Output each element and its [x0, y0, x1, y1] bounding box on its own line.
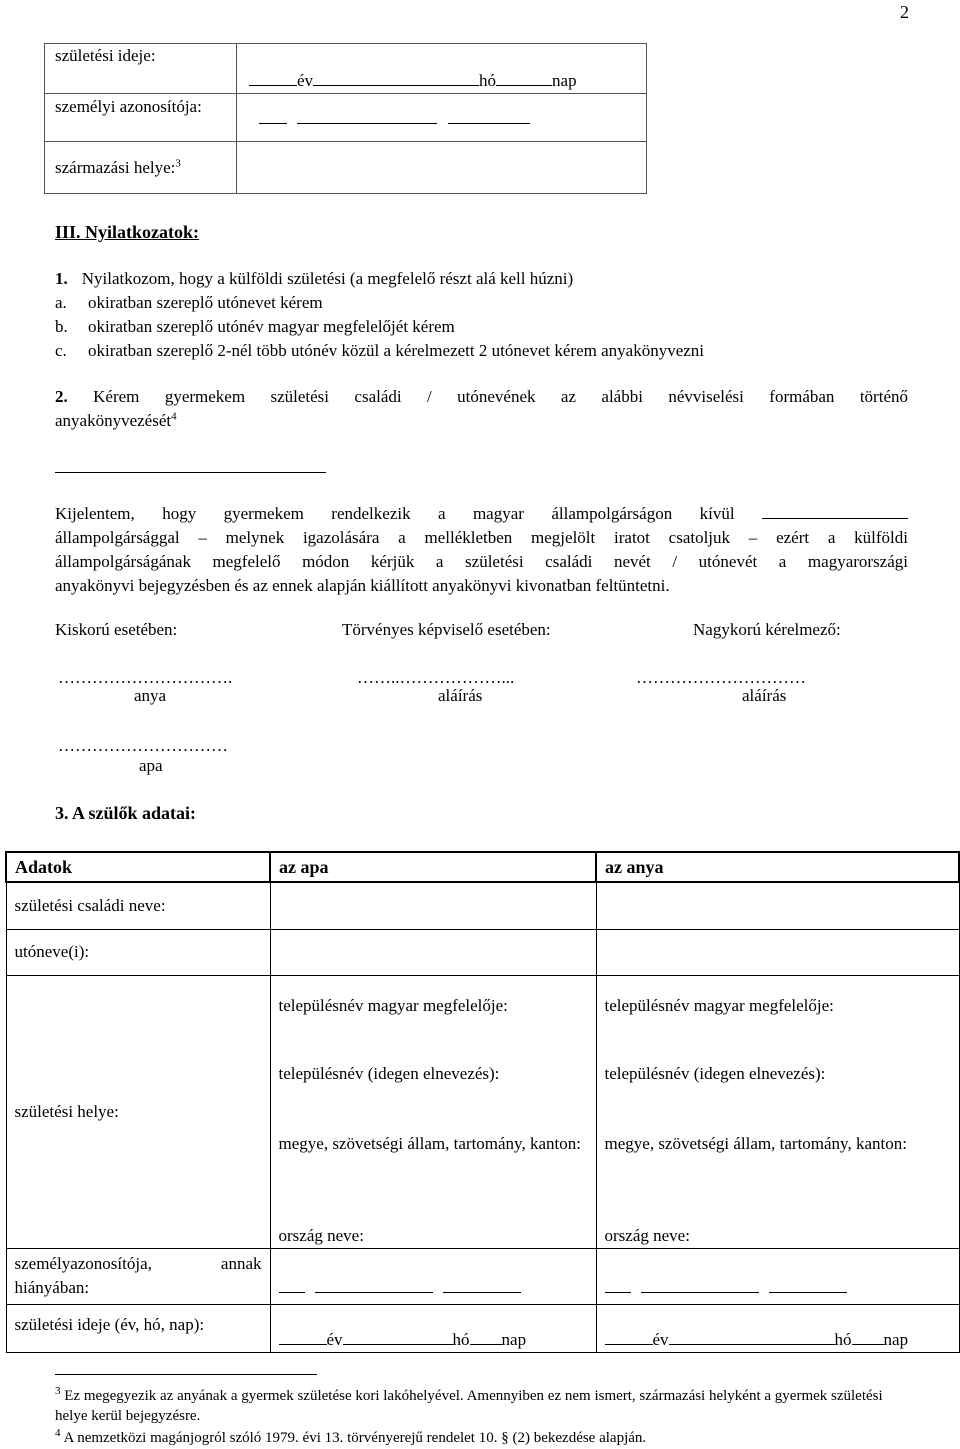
- section-title-declarations: III. Nyilatkozatok:: [55, 222, 200, 242]
- signature-label-2: aláírás: [742, 686, 787, 705]
- mother-signature-line[interactable]: ………………………….: [58, 668, 233, 687]
- mother-country-label: ország neve:: [604, 1225, 690, 1245]
- citizenship-statement: Kijelentem, hogy gyermekem rendelkezik a magyar állampolgárságon kívül állampolgársággal – melynek igazolására a mellékletben megjelölt iratot csatoljuk – ezért a külföldi állampolgárságának megfelelő módon kérjük a születési családi nevét / utónevét a magyarországi anyakönyvi bejegyzésben és az ennek alapján kiállított anyakönyvi kivonatban feltüntetni.: [55, 504, 908, 595]
- declaration-option-c[interactable]: c. okiratban szereplő 2-nél több utónév közül a kérelmezett 2 utónevet kérem anyakönyvezni: [55, 341, 705, 360]
- mother-town-hu-label: településnév magyar megfelelője:: [604, 995, 834, 1015]
- father-town-foreign-label: településnév (idegen elnevezés):: [278, 1063, 500, 1083]
- mother-town-foreign-label: településnév (idegen elnevezés):: [604, 1063, 826, 1083]
- father-town-hu-label: településnév magyar megfelelője:: [278, 995, 508, 1015]
- month-label: hó: [479, 71, 497, 90]
- footnote-separator: [55, 1374, 317, 1375]
- adult-applicant-label: Nagykorú kérelmező:: [693, 620, 841, 639]
- birth-date-field[interactable]: [237, 44, 647, 94]
- father-signature-line[interactable]: …………………………: [58, 736, 228, 755]
- father-label: apa: [139, 756, 163, 775]
- year-label: év: [297, 71, 314, 90]
- mother-county-label: megye, szövetségi állam, tartomány, kanton:: [604, 1133, 907, 1153]
- declaration-1: 1. Nyilatkozom, hogy a külföldi születési (a megfelelő részt alá kell húzni) a. okiratban szereplő utónevet kérem b. okiratban szereplő utónév magyar megfelelőjét kérem c. okiratban szereplő 2-nél több utónév közül a kérelmezett 2 utónevet kérem anyakönyvezni: [55, 267, 704, 363]
- birth-date-label: születési ideje:: [45, 44, 237, 94]
- legal-rep-label: Törvényes képviselő esetében:: [342, 620, 551, 639]
- child-data-table: [44, 43, 647, 194]
- declaration-option-a[interactable]: a. okiratban szereplő utónevet kérem: [55, 293, 323, 312]
- mother-id[interactable]: [596, 1248, 959, 1304]
- origin-place-label: származási helye:$^3$: [45, 142, 237, 194]
- father-birth-date[interactable]: év hó nap: [270, 1304, 596, 1352]
- parents-section-title: 3. A szülők adatai:: [55, 803, 197, 823]
- origin-place-field[interactable]: [237, 142, 647, 194]
- father-birth-place[interactable]: [270, 975, 596, 1248]
- mother-label: anya: [134, 686, 167, 705]
- adult-signature-line[interactable]: …………………………: [636, 668, 806, 687]
- row-label-birth-place: születési helye:: [6, 975, 270, 1248]
- row-label-id: személyazonosítója, annak hiányában:: [6, 1248, 270, 1304]
- signature-label-1: aláírás: [438, 686, 483, 705]
- day-label: nap: [552, 71, 577, 90]
- father-id[interactable]: [270, 1248, 596, 1304]
- row-label-birth-date: születési ideje (év, hó, nap):: [6, 1304, 270, 1352]
- mother-birth-place[interactable]: [596, 975, 959, 1248]
- father-country-label: ország neve:: [278, 1225, 364, 1245]
- name-form-blank[interactable]: [55, 472, 326, 473]
- minor-label: Kiskorú esetében:: [55, 620, 178, 639]
- mother-birth-date[interactable]: év hó nap: [596, 1304, 959, 1352]
- parents-table: [5, 851, 960, 1353]
- declaration-option-b[interactable]: b. okiratban szereplő utónév magyar megfelelőjét kérem: [55, 317, 455, 336]
- father-given-names[interactable]: [270, 929, 596, 975]
- footnote-3: $^3$ Ez megegyezik az anyának a gyermek születése kori lakóhelyével. Amennyiben ez nem ismert, származási helyként a gyermek születési helye kerül bejegyzésre.: [55, 1385, 883, 1424]
- col-header-mother: az anya: [596, 852, 959, 882]
- declaration-2: 2. Kérem gyermekem születési családi / utónevének az alábbi névviselési formában történő anyakönyvezését$^4$: [55, 387, 908, 430]
- personal-id-label: személyi azonosítója:: [45, 94, 237, 142]
- col-header-data: Adatok: [6, 852, 270, 882]
- mother-birth-family-name[interactable]: [596, 882, 959, 929]
- row-label-given-names: utóneve(i):: [6, 929, 270, 975]
- personal-id-field[interactable]: [237, 94, 647, 142]
- page-number: 2: [900, 2, 909, 22]
- row-label-birth-family-name: születési családi neve:: [6, 882, 270, 929]
- father-county-label: megye, szövetségi állam, tartomány, kanton:: [278, 1133, 581, 1153]
- legal-rep-signature-line[interactable]: ……..………………...: [357, 668, 515, 687]
- col-header-father: az apa: [270, 852, 596, 882]
- father-birth-family-name[interactable]: [270, 882, 596, 929]
- mother-given-names[interactable]: [596, 929, 959, 975]
- footnote-4: $^4$ A nemzetközi magánjogról szóló 1979. évi 13. törvényerejű rendelet 10. § (2) bekezdése alapján.: [55, 1427, 647, 1446]
